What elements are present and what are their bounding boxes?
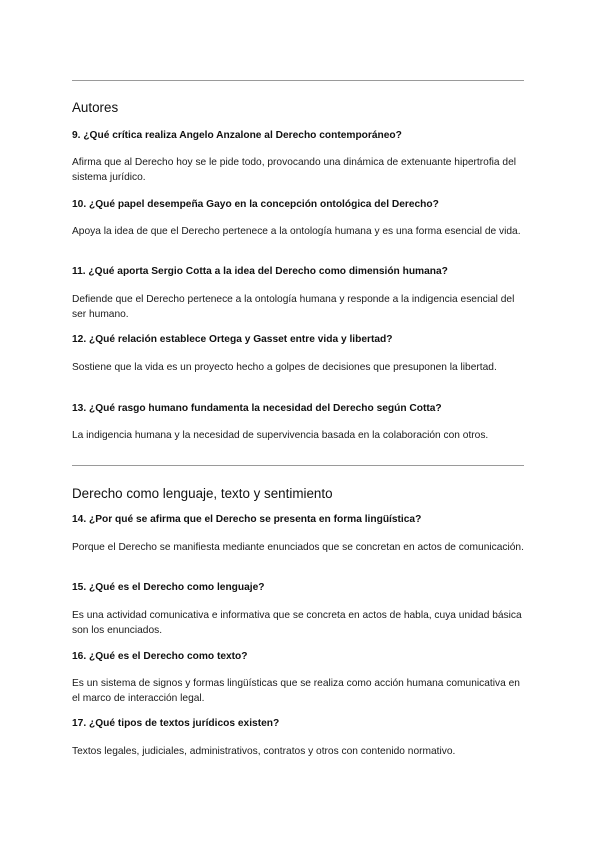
question-13: 13. ¿Qué rasgo humano fundamenta la necesidad del Derecho según Cotta? bbox=[72, 403, 442, 414]
question-10: 10. ¿Qué papel desempeña Gayo en la concepción ontológica del Derecho? bbox=[72, 199, 439, 210]
question-16: 16. ¿Qué es el Derecho como texto? bbox=[72, 651, 248, 662]
answer-17: Textos legales, judiciales, administrativos, contratos y otros con contenido normativo. bbox=[72, 746, 456, 757]
section-divider bbox=[72, 465, 524, 466]
question-9: 9. ¿Qué crítica realiza Angelo Anzalone al Derecho contemporáneo? bbox=[72, 130, 402, 141]
answer-15: Es una actividad comunicativa e informativa que se concreta en actos de habla, cuya unidad básica son los enunciados. bbox=[72, 610, 522, 636]
question-14: 14. ¿Por qué se afirma que el Derecho se presenta en forma lingüística? bbox=[72, 514, 422, 525]
question-17: 17. ¿Qué tipos de textos jurídicos existen? bbox=[72, 718, 280, 729]
question-11: 11. ¿Qué aporta Sergio Cotta a la idea del Derecho como dimensión humana? bbox=[72, 266, 448, 277]
answer-12: Sostiene que la vida es un proyecto hecho a golpes de decisiones que presuponen la libertad. bbox=[72, 362, 497, 373]
answer-16: Es un sistema de signos y formas lingüísticas que se realiza como acción humana comunicativa en el marco de interacción legal. bbox=[72, 678, 520, 704]
answer-13: La indigencia humana y la necesidad de supervivencia basada en la colaboración con otros. bbox=[72, 430, 489, 441]
answer-14: Porque el Derecho se manifiesta mediante enunciados que se concretan en actos de comunicación. bbox=[72, 542, 524, 553]
answer-11: Defiende que el Derecho pertenece a la ontología humana y responde a la indigencia esencial del ser humano. bbox=[72, 294, 515, 320]
section-title-derecho-lenguaje: Derecho como lenguaje, texto y sentimiento bbox=[72, 486, 333, 501]
answer-9: Afirma que al Derecho hoy se le pide todo, provocando una dinámica de extenuante hipertrofia del sistema jurídico. bbox=[72, 157, 517, 183]
answer-10: Apoya la idea de que el Derecho pertenece a la ontología humana y es una forma esencial de vida. bbox=[72, 226, 521, 237]
section-title-autores: Autores bbox=[72, 100, 119, 115]
section-divider bbox=[72, 80, 524, 81]
question-15: 15. ¿Qué es el Derecho como lenguaje? bbox=[72, 582, 265, 593]
question-12: 12. ¿Qué relación establece Ortega y Gasset entre vida y libertad? bbox=[72, 334, 393, 345]
